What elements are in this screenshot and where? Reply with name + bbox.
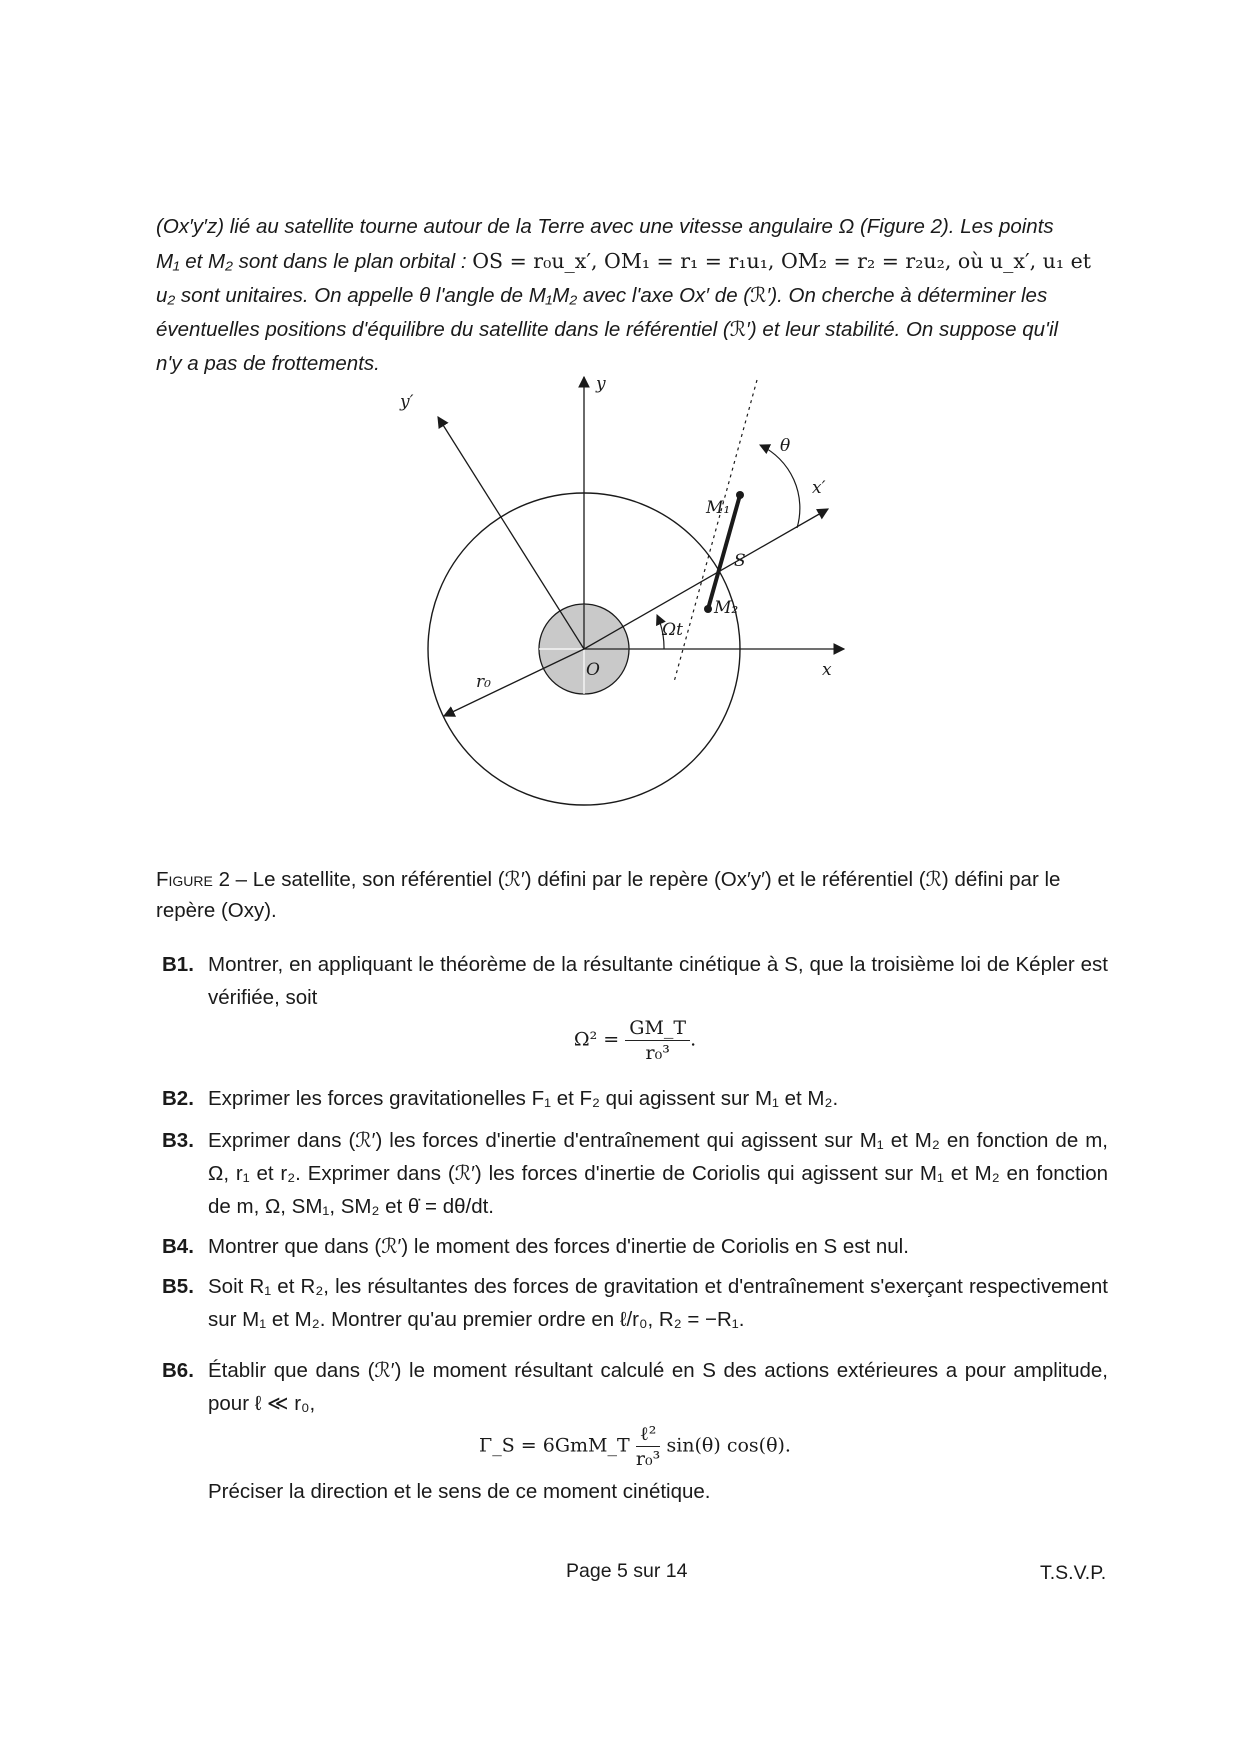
question-number: B2. bbox=[162, 1087, 194, 1110]
intro-line-1: (Ox′y′z) lié au satellite tourne autour de la Terre avec une vitesse angulaire Ω (Figure 2). Les points bbox=[156, 215, 1054, 238]
fraction-denominator: r₀³ bbox=[645, 1042, 670, 1064]
label-m1: M₁ bbox=[706, 498, 731, 518]
label-omega-t: Ωt bbox=[662, 620, 683, 640]
question-text: Établir que dans (ℛ′) le moment résultant calculé en S des actions extérieures a pour amplitude, pour ℓ ≪ r₀, bbox=[208, 1359, 1108, 1415]
intro-line-4: éventuelles positions d'équilibre du satellite dans le référentiel (ℛ′) et leur stabilité. On suppose qu'il bbox=[156, 318, 1059, 341]
label-o: O bbox=[586, 660, 600, 680]
question-number: B4. bbox=[162, 1235, 194, 1258]
question-text: Montrer que dans (ℛ′) le moment des forces d'inertie de Coriolis en S est nul. bbox=[208, 1235, 909, 1258]
label-x-prime: x′ bbox=[812, 478, 826, 498]
equation-fraction bbox=[625, 1016, 690, 1065]
question-followup: Préciser la direction et le sens de ce moment cinétique. bbox=[208, 1480, 711, 1503]
intro-line-2-prefix: M₁ et M₂ sont dans le plan orbital : bbox=[156, 250, 473, 273]
question-number: B6. bbox=[162, 1359, 194, 1382]
equation-kepler bbox=[162, 1016, 1108, 1065]
point-m1 bbox=[736, 491, 744, 499]
question-text: Montrer, en appliquant le théorème de la résultante cinétique à S, que la troisième loi de Képler est vérifiée, soit bbox=[208, 953, 1108, 1009]
caption-text: – Le satellite, son référentiel (ℛ′) défini par le repère (Ox′y′) et le référentiel (ℛ) défini par le repère (Oxy). bbox=[156, 868, 1061, 922]
equation-lhs: Ω² = bbox=[573, 1028, 620, 1051]
intro-line-2-equation: OS = r₀u_x′, OM₁ = r₁ = r₁u₁, OM₂ = r₂ = r₂u₂, où u_x′, u₁ et bbox=[472, 249, 1091, 273]
fraction-numerator: GM_T bbox=[625, 1016, 690, 1041]
question-number: B1. bbox=[162, 953, 194, 976]
question-number: B5. bbox=[162, 1275, 194, 1298]
fraction-numerator: ℓ² bbox=[636, 1422, 661, 1447]
question-b2 bbox=[162, 1082, 1108, 1115]
question-text: Exprimer dans (ℛ′) les forces d'inertie d'entraînement qui agissent sur M₁ et M₂ en fonction de m, Ω, r₁ et r₂. Exprimer dans (ℛ′) les forces d'inertie de Coriolis qui agissent sur M₁ et M₂ en fonction de m, Ω, SM₁, SM₂ et θ̇ = dθ/dt. bbox=[208, 1129, 1108, 1218]
figure-caption bbox=[156, 864, 1108, 926]
question-b1 bbox=[162, 948, 1108, 1065]
point-m2 bbox=[704, 605, 712, 613]
label-theta: θ bbox=[780, 436, 791, 456]
x-prime-axis bbox=[584, 509, 828, 649]
label-s: S bbox=[734, 551, 746, 571]
intro-line-3: u₂ sont unitaires. On appelle θ l'angle de M₁M₂ avec l'axe Ox′ de (ℛ′). On cherche à déterminer les bbox=[156, 284, 1048, 307]
fraction-denominator: r₀³ bbox=[635, 1448, 661, 1470]
label-y: y bbox=[596, 374, 606, 394]
question-b4 bbox=[162, 1230, 1108, 1263]
label-x: x bbox=[822, 660, 832, 680]
question-text: Exprimer les forces gravitationelles F₁ et F₂ qui agissent sur M₁ et M₂. bbox=[208, 1087, 839, 1110]
intro-paragraph bbox=[156, 210, 1108, 381]
question-b3 bbox=[162, 1124, 1108, 1223]
question-b6 bbox=[162, 1354, 1108, 1508]
question-b5 bbox=[162, 1270, 1108, 1336]
intro-line-5: n'y a pas de frottements. bbox=[156, 352, 380, 375]
page-number: Page 5 sur 14 bbox=[566, 1560, 688, 1582]
figure-2-diagram bbox=[400, 374, 860, 850]
label-y-prime: y′ bbox=[400, 392, 414, 412]
caption-number: 2 bbox=[218, 868, 230, 891]
equation-end: . bbox=[690, 1028, 697, 1051]
question-number: B3. bbox=[162, 1129, 194, 1152]
theta-angle-arc bbox=[760, 445, 800, 528]
caption-label: Figure bbox=[156, 868, 213, 891]
equation-lhs: Γ_S = 6GmM_T bbox=[479, 1434, 630, 1457]
equation-moment bbox=[162, 1422, 1108, 1471]
equation-rhs: sin(θ) cos(θ). bbox=[666, 1434, 791, 1457]
tsvp-mark: T.S.V.P. bbox=[1040, 1562, 1107, 1584]
intro-line-2 bbox=[156, 244, 1108, 279]
label-r0: r₀ bbox=[476, 672, 491, 692]
question-text: Soit R₁ et R₂, les résultantes des forces de gravitation et d'entraînement s'exerçant respectivement sur M₁ et M₂. Montrer qu'au premier ordre en ℓ/r₀, R₂ = −R₁. bbox=[208, 1275, 1108, 1331]
equation-fraction bbox=[636, 1422, 661, 1471]
y-prime-axis bbox=[438, 417, 584, 649]
label-m2: M₂ bbox=[714, 598, 739, 618]
